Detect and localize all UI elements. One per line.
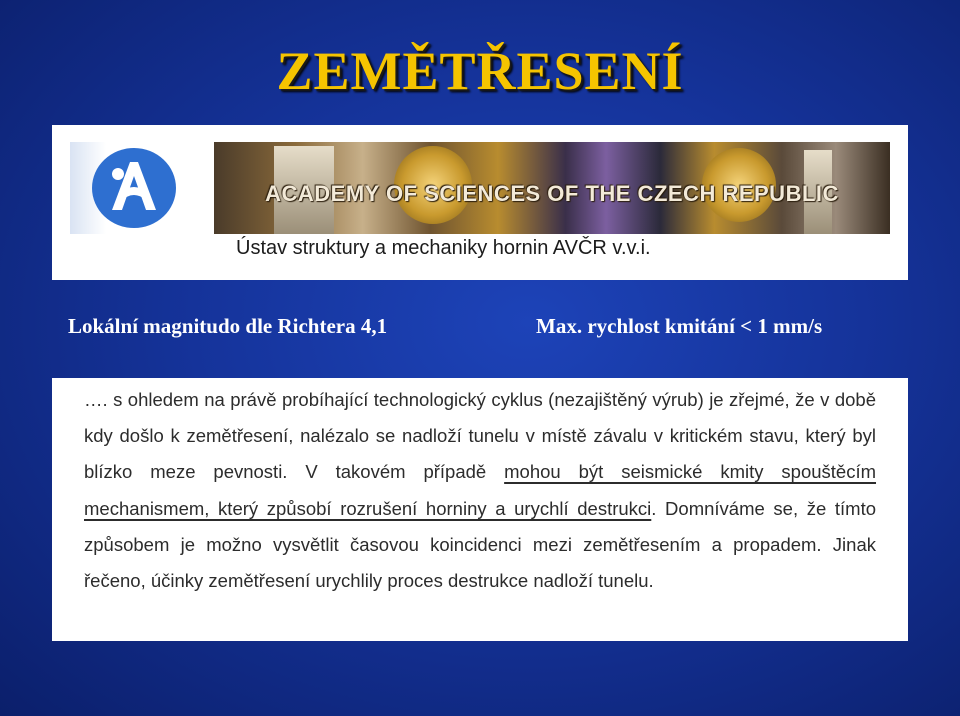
- institute-banner: [52, 125, 908, 280]
- quote-box: [52, 378, 908, 641]
- banner-caption: ACADEMY OF SCIENCES OF THE CZECH REPUBLIC: [265, 181, 839, 206]
- logo-box: [70, 142, 190, 234]
- magnitude-stat: Lokální magnitudo dle Richtera 4,1: [68, 314, 388, 338]
- quote-part-1: …. s ohledem na právě probíhající technologický cyklus (nezajištěný výrub) je zřejmé, že v době kdy došlo k zemětřesení, nalézalo se nadloží tunelu v místě závalu v kritickém stavu, který byl blízko meze pevnosti. V takovém případě: [84, 389, 876, 483]
- quote-text: [84, 382, 876, 599]
- velocity-stat: Max. rychlost kmitání < 1 mm/s: [536, 314, 823, 338]
- academy-logo-icon: [78, 144, 184, 232]
- quote-underlined: mohou být seismické kmity spouštěcím mechanismem, který způsobí rozrušení horniny a urychlí destrukci: [84, 461, 877, 519]
- banner-subtitle: Ústav struktury a mechaniky hornin AVČR v.v.i.: [236, 237, 651, 259]
- quote-part-2: . Domníváme se, že tímto způsobem je možno vysvětlit časovou koincidenci mezi zemětřesením a propadem. Jinak řečeno, účinky zemětřesení urychlily proces destrukce nadloží tunelu.: [84, 497, 877, 592]
- slide-title: ZEMĚTŘESENÍ: [276, 41, 684, 101]
